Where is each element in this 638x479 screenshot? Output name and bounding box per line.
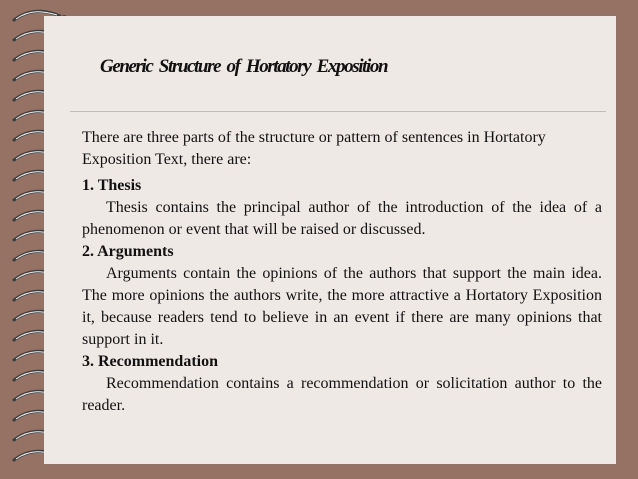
- section-recommendation: [82, 351, 602, 417]
- section-heading-arguments: 2. Arguments: [82, 243, 174, 260]
- section-text-arguments: Arguments contain the opinions of the authors that support the main idea. The more opinions the authors write, the more attractive a Hortatory Exposition it, because readers tend to believe in an event if there are many opinions that support in it.: [82, 265, 602, 348]
- slide-body: [82, 127, 602, 417]
- slide-title: Generic Structure of Hortatory Exposition: [100, 56, 388, 77]
- section-arguments: [82, 241, 602, 351]
- section-text-recommendation: Recommendation contains a recommendation or solicitation author to the reader.: [82, 375, 602, 414]
- section-thesis: [82, 175, 602, 241]
- section-heading-recommendation: 3. Recommendation: [82, 353, 218, 370]
- title-divider: [70, 111, 606, 112]
- section-text-thesis: Thesis contains the principal author of the introduction of the idea of a phenomenon or event that will be raised or discussed.: [82, 199, 602, 238]
- section-heading-thesis: 1. Thesis: [82, 177, 142, 194]
- intro-paragraph: There are three parts of the structure or pattern of sentences in Hortatory Exposition Text, there are:: [82, 129, 546, 168]
